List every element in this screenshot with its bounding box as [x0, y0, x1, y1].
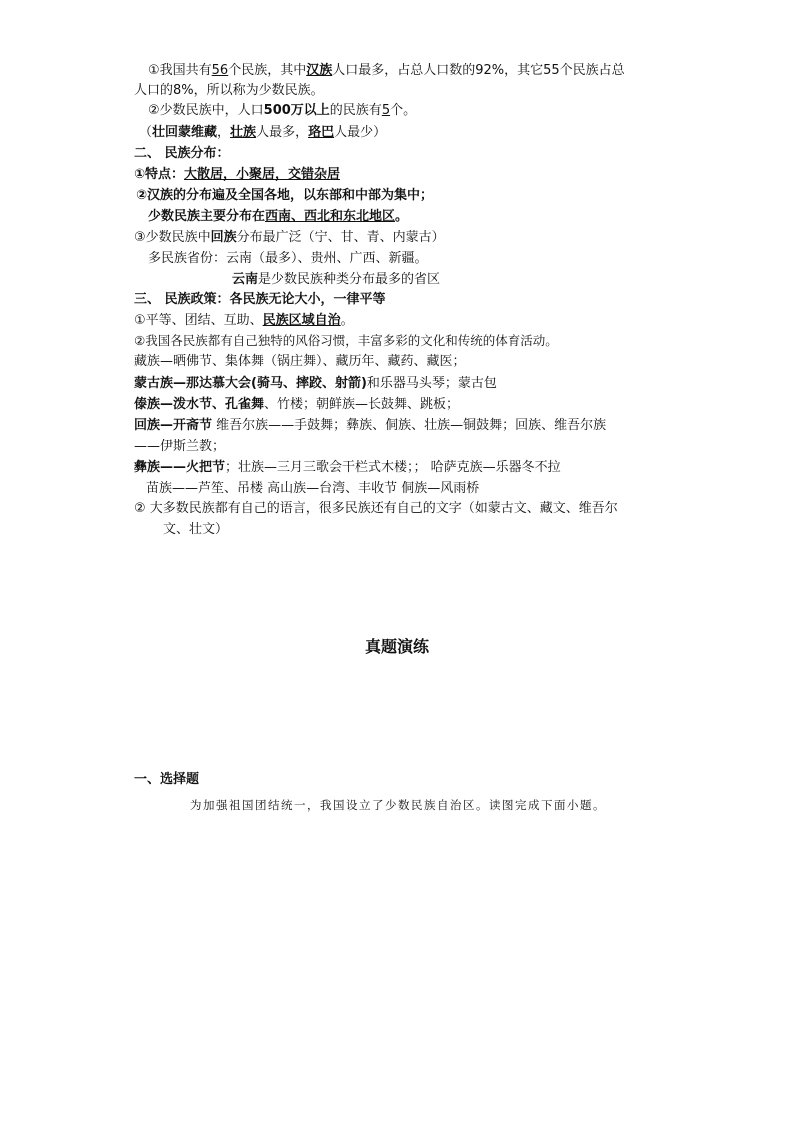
line-mongolian: 蒙古族—那达慕大会(骑马、摔跤、射箭)和乐器马头琴；蒙古包 — [134, 376, 497, 391]
line-hui-uyghur: 回族—开斋节 维吾尔族——手鼓舞；彝族、侗族、壮族—铜鼓舞；回族、维吾尔族 — [134, 418, 607, 433]
line-hui-distribution: ③少数民族中回族分布最广泛（宁、甘、青、内蒙古） — [134, 230, 445, 245]
section-heading-choice: 一、选择题 — [134, 772, 200, 787]
line-tibetan: 藏族—晒佛节、集体舞（锅庄舞）、藏历年、藏药、藏医； — [134, 354, 466, 369]
section-heading-distribution: 二、 民族分布： — [134, 146, 230, 161]
line-languages: ② 大多数民族都有自己的语言，很多民族还有自己的文字（如蒙古文、藏文、维吾尔 — [134, 501, 618, 516]
line-ethnic-count: ①我国共有56个民族，其中汉族人口最多，占总人口数的92%，其它55个民族占总 — [148, 63, 625, 78]
line-large-minorities: ②少数民族中，人口500万以上的民族有5个。 — [148, 103, 417, 118]
line-miao-gaoshan-dong: 苗族——芦笙、吊楼 高山族—台湾、丰收节 侗族—风雨桥 — [146, 481, 480, 496]
question-intro: 为加强祖国团结统一，我国设立了少数民族自治区。读图完成下面小题。 — [190, 798, 606, 812]
section-heading-policy: 三、 民族政策：各民族无论大小，一律平等 — [134, 292, 386, 307]
line-yunnan: 云南是少数民族种类分布最多的省区 — [232, 272, 441, 287]
line-minority-share: 人口的8%，所以称为少数民族。 — [134, 83, 324, 98]
line-policy-principles: ①平等、团结、互助、民族区域自治。 — [134, 313, 354, 328]
line-five-ethnic-groups: （壮回蒙维藏，壮族人最多，珞巴人最少） — [139, 125, 387, 140]
line-multi-ethnic-provinces: 多民族省份：云南（最多）、贵州、广西、新疆。 — [148, 251, 428, 266]
line-han-distribution: ②汉族的分布遍及全国各地，以东部和中部为集中； — [136, 188, 434, 203]
page-title: 真题演练 — [364, 637, 429, 656]
line-languages-cont: 文、壮文） — [163, 522, 229, 537]
line-yi-zhuang: 彝族——火把节；壮族—三月三歌会干栏式木楼；； 哈萨克族—乐器冬不拉 — [134, 460, 561, 475]
line-islam: ——伊斯兰教； — [134, 439, 226, 454]
line-minority-distribution: 少数民族主要分布在西南、西北和东北地区。 — [148, 209, 409, 224]
line-dai-korean: 傣族—泼水节、孔雀舞、竹楼；朝鲜族—长鼓舞、跳板； — [134, 397, 460, 412]
line-customs: ②我国各民族都有自己独特的风俗习惯，丰富多彩的文化和传统的体育活动。 — [134, 333, 558, 348]
line-distribution-features: ①特点：大散居，小聚居，交错杂居 — [134, 167, 341, 182]
